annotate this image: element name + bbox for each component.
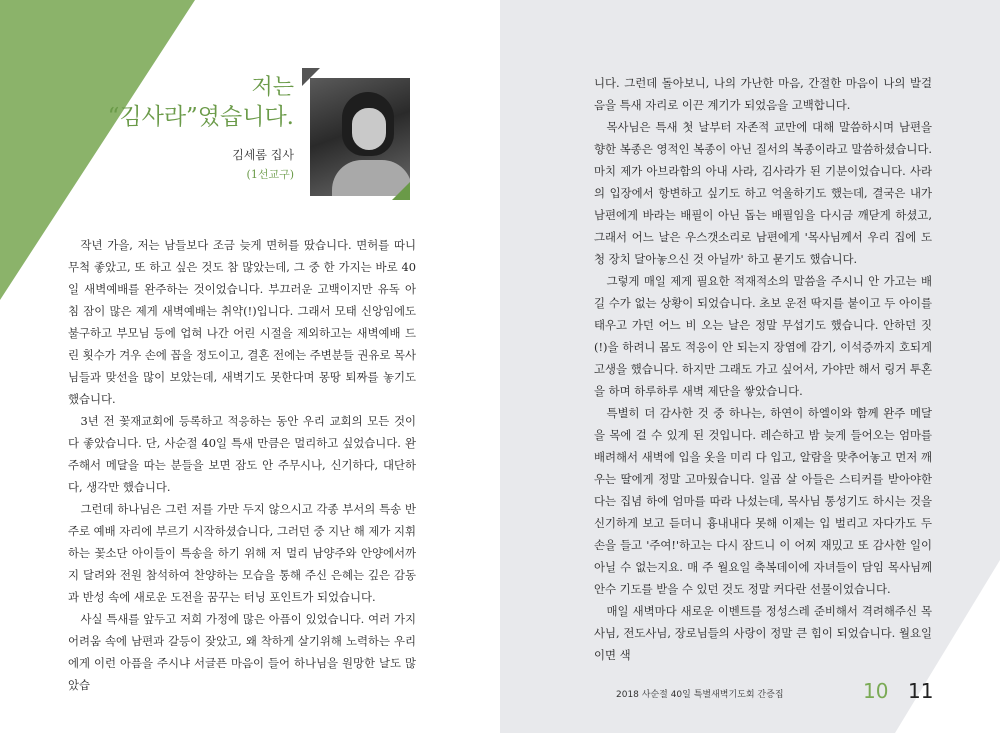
article-title [108, 74, 294, 132]
paragraph: 목사님은 특새 첫 날부터 자존적 교만에 대해 말씀하시며 남편을 향한 복종은 영적인 복종이 아닌 질서의 복종이라고 말씀하셨습니다. 마치 제가 아브라함의 아내 사라, 김사라가 된 기분이었습니다. 사라의 입장에서 항변하고 싶기도 하고 억울하기도 했는데, 결국은 내가 남편에게 바라는 배필이 아닌 돕는 배필임을 다시금 깨닫게 하셨고, 그래서 어느 날은 우스갯소리로 남편에게 '목사님께서 우리 집에 도청 장치 달아놓으신 것 아닐까' 하고 묻기도 했습니다. [594, 120, 932, 266]
title-line-1: 저는 [251, 75, 294, 100]
paragraph: 작년 가을, 저는 남들보다 조금 늦게 면허를 땄습니다. 면허를 따니 무척 좋았고, 또 하고 싶은 것도 참 많았는데, 그 중 한 가지는 바로 40일 새벽예배를 완주하는 것이었습니다. 부끄러운 고백이지만 유독 아침 잠이 많은 제게 새벽예배는 취약(!)입니다. 그래서 모태 신앙임에도 불구하고 부모님 등에 업혀 나간 어린 시절을 제외하고는 새벽예배 드린 횟수가 겨우 손에 꼽을 정도이고, 결혼 전에는 주변분들 권유로 목사님들과 맞선을 많이 보았는데, 새벽기도 못한다며 몽땅 퇴짜를 놓기도 했습니다. [68, 238, 416, 406]
paragraph: 그렇게 매일 제게 필요한 적재적소의 말씀을 주시니 안 가고는 배길 수가 없는 상황이 되었습니다. 초보 운전 딱지를 붙이고 두 아이를 태우고 가던 어느 비 오는 날은 정말 무섭기도 했습니다. 안하던 짓(!)을 하려니 몸도 적응이 안 되는지 장염에 감기, 이석증까지 호되게 고생을 했습니다. 하지만 그래도 가고 싶어서, 가야만 해서 링거 투혼을 하며 하루하루 새벽 제단을 쌓았습니다. [594, 274, 932, 398]
right-page [500, 0, 1000, 733]
page-number-left: 10 [863, 679, 889, 703]
footer-book-title: 2018 사순절 40일 특별새벽기도회 간증집 [616, 690, 784, 700]
left-body-text [68, 234, 416, 696]
paragraph: 3년 전 꽃재교회에 등록하고 적응하는 동안 우리 교회의 모든 것이 다 좋았습니다. 단, 사순절 40일 특새 만큼은 멀리하고 싶었습니다. 완주해서 메달을 따는 분들을 보면 잠도 안 주무시나, 신기하다, 대단하다, 생각만 했습니다. [68, 414, 416, 494]
photo-corner-green [392, 182, 410, 200]
photo-face [352, 108, 386, 150]
title-line-2: “김사라”였습니다. [107, 104, 294, 130]
author-affiliation: (1선교구) [246, 168, 294, 181]
paragraph: 특별히 더 감사한 것 중 하나는, 하연이 하엘이와 함께 완주 메달을 목에 걸 수 있게 된 것입니다. 레슨하고 밤 늦게 들어오는 엄마를 배려해서 새벽에 입을 옷을 미리 다 입고, 알람을 맞추어놓고 먼저 깨우는 딸에게 정말 고마웠습니다. 일곱 살 아들은 스티커를 받아야한다는 집념 하에 엄마를 따라 나섰는데, 목사님 통성기도 하시는 것을 신기하게 보고 듣더니 흉내내다 못해 이제는 입 벌리고 자다가도 두 손을 들고 '주여!'하고는 다시 잠드니 이 어찌 재밌고 또 감사한 일이 아닐 수 없는지요. 매 주 월요일 축복데이에 자녀들이 담임 목사님께 안수 기도를 받을 수 있던 것도 정말 커다란 선물이었습니다. [594, 406, 932, 596]
page-number-right: 11 [908, 679, 934, 703]
paragraph: 니다. 그런데 돌아보니, 나의 가난한 마음, 간절한 마음이 나의 발걸음을 특새 자리로 이끈 계기가 되었음을 고백합니다. [594, 76, 932, 112]
author-name: 김세롬 집사 [232, 148, 294, 162]
paragraph: 사실 특새를 앞두고 저희 가정에 많은 아픔이 있었습니다. 여러 가지 어려움 속에 남편과 갈등이 잦았고, 왜 착하게 살기위해 노력하는 우리에게 이런 아픔을 주시냐 서글픈 마음이 들어 하나님을 원망한 날도 많았습 [68, 612, 416, 692]
paragraph: 그런데 하나님은 그런 저를 가만 두지 않으시고 각종 부서의 특송 반주로 예배 자리에 부르기 시작하셨습니다, 그러던 중 지난 해 제가 지휘하는 꽃소단 아이들이 특송을 하기 위해 저 멀리 남양주와 안양에서까지 달려와 전원 참석하여 찬양하는 모습을 통해 주신 은혜는 깊은 감동과 반성 속에 새로운 도전을 꿈꾸는 터닝 포인트가 되었습니다. [68, 502, 416, 604]
paragraph: 매일 새벽마다 새로운 이벤트를 정성스레 준비해서 격려해주신 목사님, 전도사님, 장로님들의 사랑이 정말 큰 힘이 되었습니다. 월요일이면 색 [594, 604, 932, 662]
right-body-text [594, 72, 932, 666]
author-photo [310, 78, 410, 196]
